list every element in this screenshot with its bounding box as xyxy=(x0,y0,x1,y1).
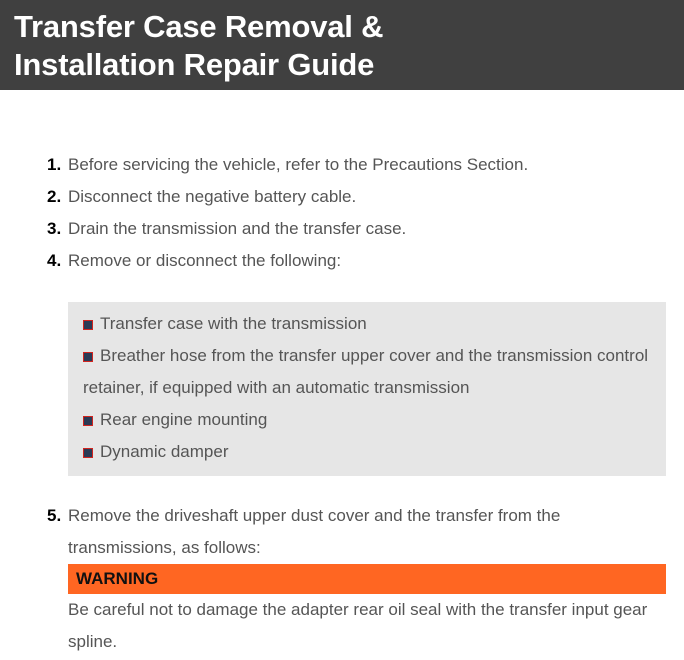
step-number: 1. xyxy=(47,155,62,174)
step-text: Before servicing the vehicle, refer to the Precautions Section. xyxy=(68,155,529,174)
list-item xyxy=(83,308,652,340)
list-item-text: Rear engine mounting xyxy=(100,410,268,429)
list-item-text: Dynamic damper xyxy=(100,442,229,461)
square-bullet-icon xyxy=(83,416,93,426)
step-text: Disconnect the negative battery cable. xyxy=(68,187,357,206)
step-text: Remove or disconnect the following: xyxy=(68,251,342,270)
step-2 xyxy=(47,181,647,213)
title-line-2: Installation Repair Guide xyxy=(14,47,375,82)
list-item-text: Transfer case with the transmission xyxy=(100,314,367,333)
removal-items-box xyxy=(68,302,666,476)
step-1 xyxy=(47,149,647,181)
title-line-1: Transfer Case Removal & xyxy=(14,9,384,44)
step-number: 3. xyxy=(47,219,62,238)
warning-text: Be careful not to damage the adapter rear oil seal with the transfer input gear spline. xyxy=(68,600,648,651)
step-number: 2. xyxy=(47,187,62,206)
step-number: 5. xyxy=(47,506,62,525)
list-item-text: Breather hose from the transfer upper cover and the transmission control retainer, if equipped with an automatic transmission xyxy=(83,346,649,397)
page-title xyxy=(14,8,684,84)
warning-banner: WARNING xyxy=(68,564,666,594)
square-bullet-icon xyxy=(83,320,93,330)
step-3 xyxy=(47,213,647,245)
step-number: 4. xyxy=(47,251,62,270)
square-bullet-icon xyxy=(83,448,93,458)
list-item xyxy=(83,404,652,436)
square-bullet-icon xyxy=(83,352,93,362)
step-4 xyxy=(47,245,647,277)
list-item xyxy=(83,340,652,404)
page-header xyxy=(0,0,684,90)
step-text: Drain the transmission and the transfer case. xyxy=(68,219,407,238)
list-item xyxy=(83,436,652,468)
step-text: Remove the driveshaft upper dust cover and the transfer from the transmissions, as follows: xyxy=(68,506,561,557)
step-5 xyxy=(47,500,667,564)
